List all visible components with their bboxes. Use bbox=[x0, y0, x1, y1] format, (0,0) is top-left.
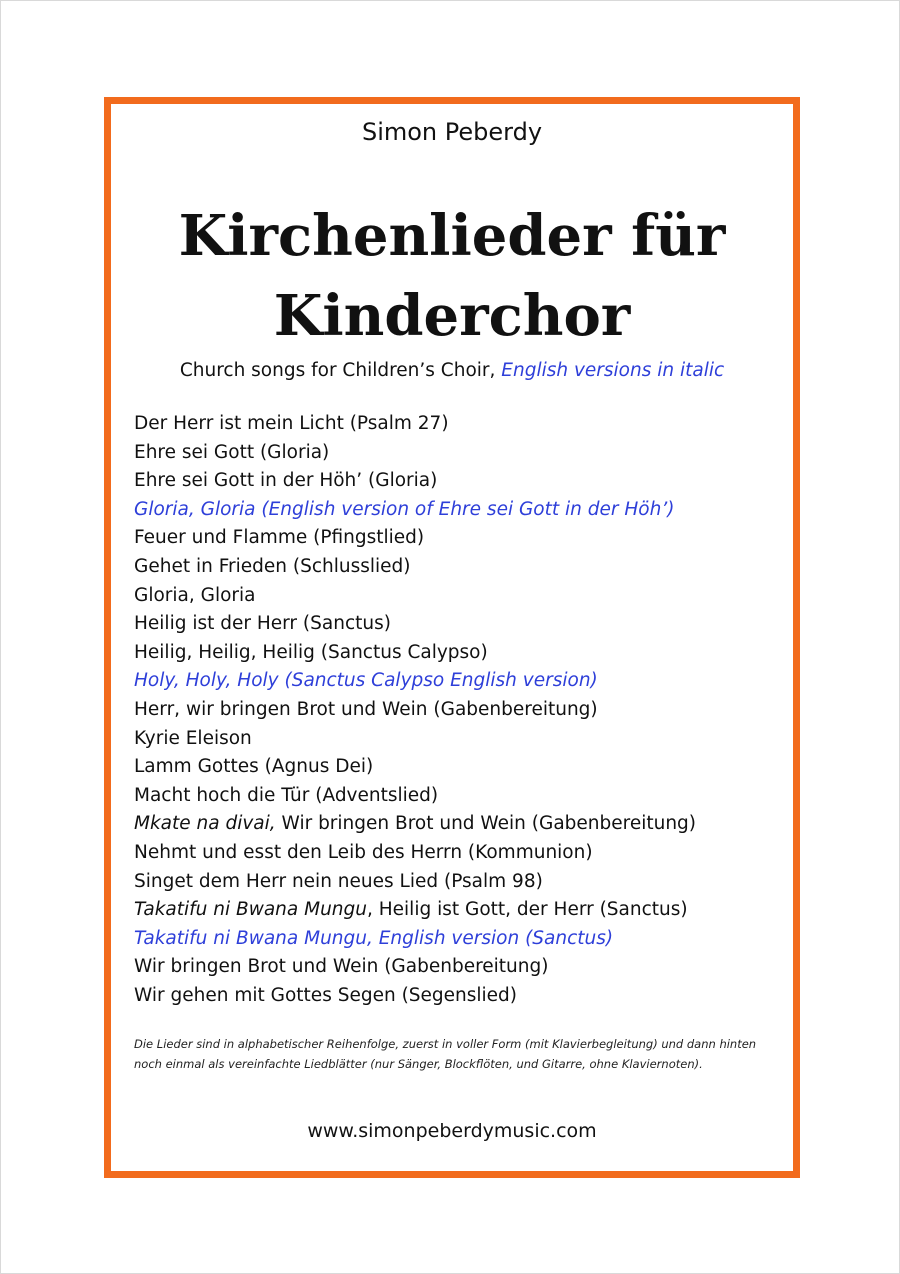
song-item: Gehet in Frieden (Schlusslied) bbox=[134, 555, 411, 577]
subtitle bbox=[111, 360, 793, 381]
author-name: Simon Peberdy bbox=[361, 118, 543, 146]
song-item: Herr, wir bringen Brot und Wein (Gabenbereitung) bbox=[134, 698, 598, 720]
song-item: Nehmt und esst den Leib des Herrn (Kommunion) bbox=[134, 841, 593, 863]
song-item: Macht hoch die Tür (Adventslied) bbox=[134, 784, 439, 806]
cover-frame bbox=[104, 97, 800, 1178]
song-item: Wir gehen mit Gottes Segen (Segenslied) bbox=[134, 984, 518, 1006]
song-item: Wir bringen Brot und Wein (Gabenbereitung) bbox=[134, 956, 549, 978]
page-title bbox=[111, 196, 793, 356]
ordering-note: Die Lieder sind in alphabetischer Reihenfolge, zuerst in voller Form (mit Klavierbegleitung) und dann hinten noch einmal als vereinfachte Liedblätter (nur Sänger, Blockflöten, und Gitarre, ohne Klaviernoten). bbox=[134, 1037, 757, 1071]
song-item: Takatifu ni Bwana Mungu, Heilig ist Gott, der Herr (Sanctus) bbox=[134, 899, 688, 921]
song-item: Feuer und Flamme (Pfingstlied) bbox=[134, 527, 425, 549]
song-item: Ehre sei Gott (Gloria) bbox=[134, 441, 330, 463]
song-item: Kyrie Eleison bbox=[134, 727, 252, 749]
subtitle-text: Church songs for Children’s Choir, bbox=[179, 360, 502, 381]
song-item: Singet dem Herr nein neues Lied (Psalm 98) bbox=[134, 870, 543, 892]
song-item-english: Takatifu ni Bwana Mungu, English version (Sanctus) bbox=[134, 927, 614, 949]
song-list bbox=[134, 410, 696, 1010]
song-item: Lamm Gottes (Agnus Dei) bbox=[134, 756, 374, 778]
song-item: Heilig ist der Herr (Sanctus) bbox=[134, 613, 391, 635]
song-item: Der Herr ist mein Licht (Psalm 27) bbox=[134, 413, 449, 434]
song-item: Gloria, Gloria bbox=[134, 584, 256, 606]
subtitle-italic-note: English versions in italic bbox=[501, 360, 725, 381]
song-item: Mkate na divai, Wir bringen Brot und Wein (Gabenbereitung) bbox=[134, 813, 697, 835]
title-line-1: Kirchenlieder für bbox=[178, 203, 726, 269]
song-item-english: Holy, Holy, Holy (Sanctus Calypso English version) bbox=[134, 670, 598, 692]
song-item: Ehre sei Gott in der Höh’ (Gloria) bbox=[134, 470, 438, 492]
website-url: www.simonpeberdymusic.com bbox=[307, 1120, 597, 1142]
song-item-english: Gloria, Gloria (English version of Ehre sei Gott in der Höh’) bbox=[134, 498, 675, 520]
song-item: Heilig, Heilig, Heilig (Sanctus Calypso) bbox=[134, 641, 488, 663]
title-line-2: Kinderchor bbox=[273, 283, 631, 349]
